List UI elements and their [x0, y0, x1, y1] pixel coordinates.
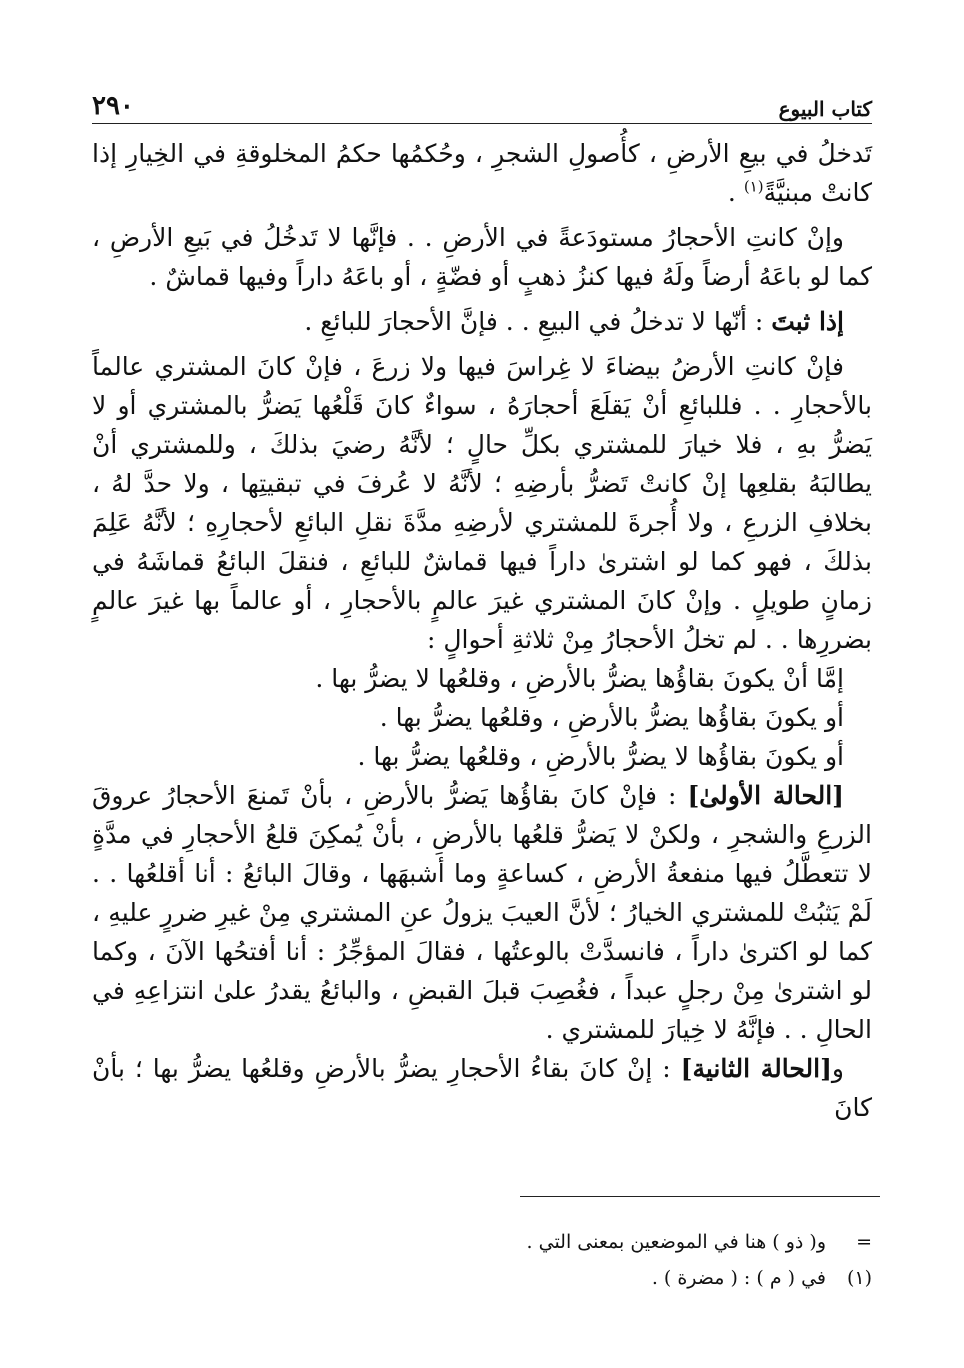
paragraph-7: أو يكونَ بقاؤُها لا يضرُّ بالأرضِ ، وقلعُها يضرُّ بها .: [357, 742, 844, 771]
paragraph-1-text: تَدخلُ في بيعِ الأرضِ ، كأُصولِ الشجرِ ، وحُكمُها حكمُ المخلوقةِ في الخِيارِ إذا كانتْ مبنيَّةً: [92, 139, 872, 207]
paragraph-1: [92, 134, 872, 212]
footnote-marker: (١): [846, 1267, 872, 1289]
footnote-divider: [520, 1196, 880, 1197]
paragraph-9-prefix: و: [831, 1054, 844, 1083]
paragraph-8-lead: [الحالة الأولىٰ]: [687, 781, 844, 810]
paragraph-9-lead: [الحالة الثانية]: [680, 1054, 832, 1083]
running-title: كتاب البيوع: [778, 97, 872, 121]
paragraph-8: [92, 776, 872, 1049]
paragraph-6: أو يكونَ بقاؤُها يضرُّ بالأرضِ ، وقلعُها يضرُّ بها .: [379, 703, 844, 732]
paragraph-1-end: .: [727, 178, 744, 207]
paragraph-4: فإنْ كانتِ الأرضُ بيضاءَ لا غِراسَ فيها ولا زرعَ ، فإنْ كانَ المشتري عالماً بالأحجارِ . . فللبائعِ أنْ يَقلَعَ أحجارَهُ ، سواءٌ كانَ قَلْعُها يَضرُّ بالمشتري أو لا يَضرُّ بهِ ، فلا خيارَ للمشتري بكلِّ حالٍ ؛ لأنَّهُ رضيَ بذلكَ ، وللمشتري أنْ يطالبَهُ بقلعِها إنْ كانتْ تَضرُّ بأرضِهِ ؛ لأنَّهُ لا عُرفَ في تبقيتِها ، ولا حدَّ لهُ ، بخلافِ الزرعِ ، ولا أُجرةَ للمشتري لأرضِهِ مدَّةَ نقلِ البائعِ لأحجارِهِ ؛ لأنَّهُ عَلِمَ بذلكَ ، فهو كما لو اشترىٰ داراً فيها قماشٌ للبائعِ ، فنقلَ البائعُ قماشَهُ في زمانٍ طويلٍ . وإنْ كانَ المشتري غيرَ عالمٍ بالأحجارِ ، أو عالماً بها غيرَ عالمٍ بضررِها . . لم تخلُ الأحجارُ مِنْ ثلاثةِ أحوالٍ :: [92, 352, 872, 654]
page-body: [92, 134, 872, 1127]
paragraph-3: [92, 302, 872, 341]
page-header: [92, 86, 872, 124]
footnote-1: [92, 1260, 872, 1296]
footnote-text: و( ذو ) هنا في الموضعين بمعنى التي .: [526, 1231, 826, 1253]
paragraph-5: إمَّا أنْ يكونَ بقاؤُها يضرُّ بالأرضِ ، وقلعُها لا يضرُّ بها .: [315, 664, 844, 693]
paragraph-8-text: : فإنْ كانَ بقاؤُها يَضرُّ بالأرضِ ، بأنْ تَمنعَ الأحجارُ عروقَ الزرعِ والشجرِ ، ولكنْ لا يَضرُّ قلعُها بالأرضِ ، بأنْ يُمكِنَ قلعُ الأحجارِ في مدَّةٍ لا تتعطَّلُ فيها منفعةُ الأرضِ ، كساعةٍ وما أشبهَها ، وقالَ البائعُ : أنا أقلعُها . . لَمْ يَثبُتْ للمشتري الخيارُ ؛ لأنَّ العيبَ يزولُ عنِ المشتري مِنْ غيرِ ضررٍ عليهِ ، كما لو اكترىٰ داراً ، فانسدَّتْ بالوعتُها ، فقالَ المؤجِّرُ : أنا أفتحُها الآنَ ، وكما لو اشترىٰ مِنْ رجلٍ عبداً ، فغُصِبَ قبلَ القبضِ ، والبائعُ يقدرُ علىٰ انتزاعِهِ في الحالِ . . فإنَّهُ لا خِيارَ للمشتري .: [92, 781, 872, 1044]
paragraph-3-text: : أنّها لا تدخلُ في البيعِ . . فإنَّ الأحجارَ للبائعِ .: [304, 307, 772, 336]
footnote-marker: =: [856, 1231, 872, 1253]
footnote-ref-1[interactable]: (١): [743, 177, 764, 196]
paragraph-9: [92, 1049, 872, 1127]
page-number: ٢٩٠: [92, 91, 134, 121]
footnote-text: في ( م ) : ( مضرة ) .: [651, 1267, 826, 1289]
footnotes: [92, 1224, 872, 1296]
paragraph-9-text: : إنْ كانَ بقاءُ الأحجارِ يضرُّ بالأرضِ وقلعُها يضرُّ بها ؛ بأنْ كانَ: [92, 1054, 872, 1122]
paragraph-3-lead: إذا ثبتَ: [771, 307, 844, 336]
footnote-continued: [92, 1224, 872, 1260]
paragraph-2: وإنْ كانتِ الأحجارُ مستودَعةً في الأرضِ . . فإنَّها لا تَدخُلُ في بَيعِ الأرضِ ، كما لو باعَهُ أرضاً ولَهُ فيها كنزُ ذهبٍ أو فضّةٍ ، أو باعَهُ داراً وفيها قماشٌ .: [92, 223, 872, 291]
